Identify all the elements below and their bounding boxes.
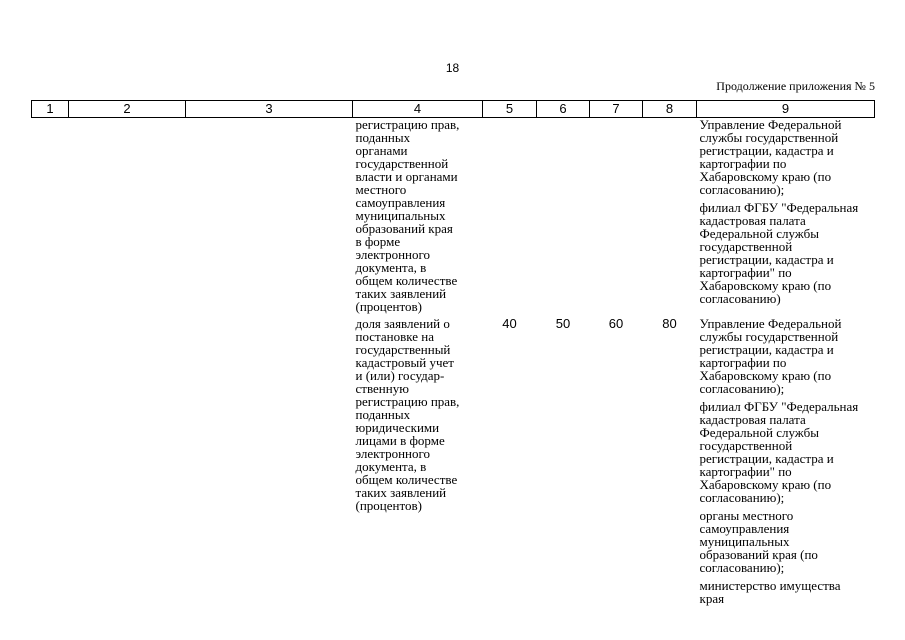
indicator-text: доля заявлений о постановке на государственный кадастровый учет и (или) государ- ственную регистрацию прав, поданных юридическими лицами в форме электронного документа, в общем количестве таких заявлений (процентов) — [355, 316, 460, 513]
column-header: 5 — [483, 101, 537, 118]
column-header: 2 — [69, 101, 186, 118]
value-cell — [643, 118, 697, 314]
responsible-executors — [697, 118, 875, 314]
executor-entry: Управление Федеральной службы государственной регистрации, кадастра и картографии по Хабаровскому краю (по согласованию); — [699, 117, 842, 197]
column-header: 8 — [643, 101, 697, 118]
column-header: 9 — [697, 101, 875, 118]
executor-entry: органы местного самоуправления муниципальных образований края (по согласованию); — [699, 508, 818, 575]
value-cell: 60 — [608, 316, 624, 331]
executor-entry: филиал ФГБУ "Федеральная кадастровая палата Федеральной службы государственной регистрации, кадастра и картографии" по Хабаровскому краю (по согласованию); — [699, 399, 859, 505]
value-cell — [483, 118, 537, 314]
cell-empty — [69, 118, 186, 314]
column-header: 3 — [186, 101, 353, 118]
column-number-row — [32, 101, 875, 118]
value-cell: 40 — [502, 316, 517, 331]
appendix-continuation: Продолжение приложения № 5 — [716, 79, 875, 93]
page-number: 18 — [445, 61, 460, 75]
value-cell: 50 — [555, 316, 571, 331]
column-header: 4 — [353, 101, 483, 118]
value-cell — [537, 118, 590, 314]
cell-empty — [69, 313, 186, 605]
executor-entry: филиал ФГБУ "Федеральная кадастровая палата Федеральной службы государственной регистрации, кадастра и картографии" по Хабаровскому краю (по согласованию) — [699, 200, 859, 306]
cell-empty — [186, 313, 353, 605]
value-cell — [590, 118, 643, 314]
indicator-text: регистрацию прав, поданных органами государственной власти и органами местного самоуправления муниципальных образований края в форме электронного документа, в общем количестве таких заявлений (процентов) — [355, 117, 460, 314]
cell-empty — [32, 313, 69, 605]
cell-empty — [186, 118, 353, 314]
executor-entry: министерство имущества края — [699, 578, 841, 606]
appendix-table — [31, 100, 875, 605]
value-cell: 80 — [662, 316, 677, 331]
table-row — [32, 118, 875, 314]
column-header: 1 — [32, 101, 69, 118]
column-header: 6 — [537, 101, 590, 118]
column-header: 7 — [590, 101, 643, 118]
cell-empty — [32, 118, 69, 314]
responsible-executors — [697, 313, 875, 605]
table-row — [32, 313, 875, 605]
executor-entry: Управление Федеральной службы государственной регистрации, кадастра и картографии по Хабаровскому краю (по согласованию); — [699, 316, 842, 396]
